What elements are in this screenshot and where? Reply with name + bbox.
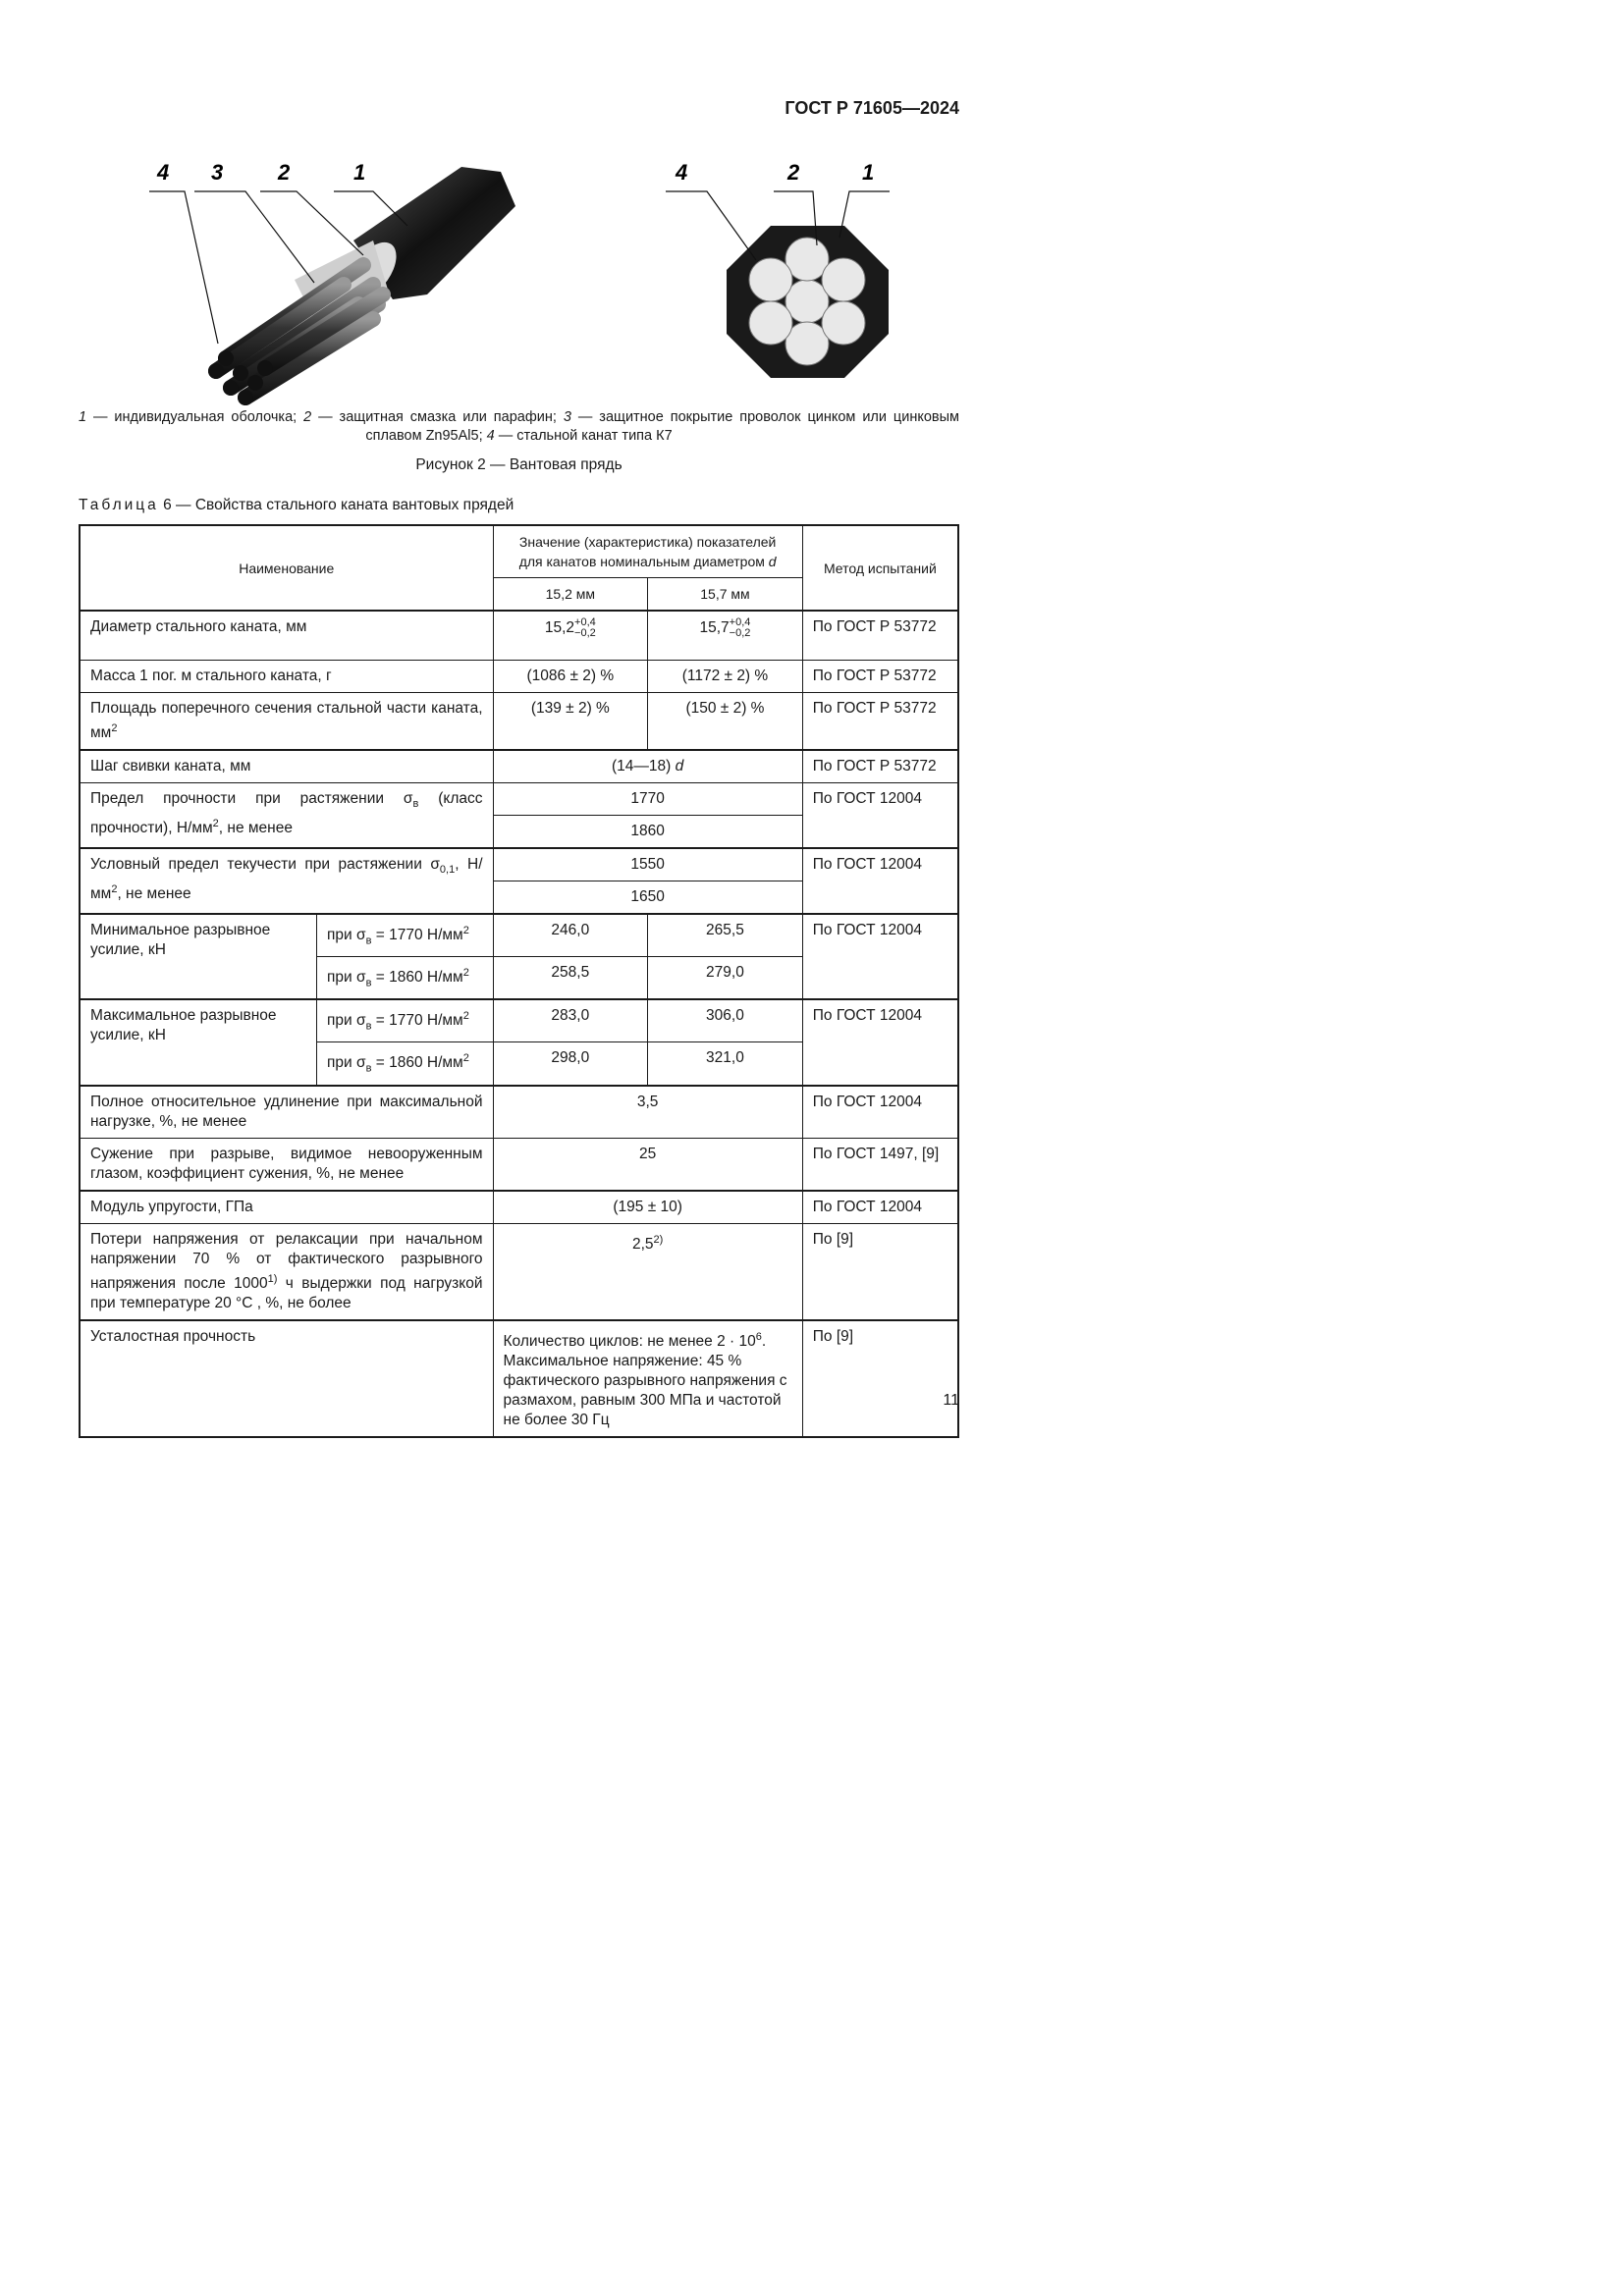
cond-sup: 2 [462,924,469,936]
table-row [80,692,958,750]
row-value: 279,0 [648,956,803,999]
left-label-4: 4 [157,160,170,185]
cond-sup: 2 [462,1052,469,1065]
value-text: 2,5 [631,1235,654,1253]
head-method: Метод испытаний [802,525,958,611]
strand-figure [79,147,959,407]
properties-table [79,524,959,1438]
row-value: 1650 [493,881,802,914]
table-label: Таблица [79,497,159,513]
left-label-3: 3 [211,160,224,185]
footnote-ref: 2) [653,1233,664,1246]
row-method: По [9] [802,1320,958,1437]
cond-part: при σ [327,969,366,987]
row-condition [317,956,493,999]
cond-sup: 2 [462,1010,469,1023]
head-values-d: d [768,554,777,569]
name-sup: 2 [212,817,219,829]
head-values-line2: для канатов номинальным диаметром [518,554,769,569]
name-sub: в [412,797,419,810]
row-value: (1086 ± 2) % [493,660,648,692]
row-name [80,848,493,914]
name-part: ч выдержки под нагрузкой при температуре 20 °С , %, не более [90,1274,483,1311]
table-title [79,497,959,514]
legend-num-1: 1 [79,409,87,425]
row-name: Минимальное разрывное усилие, кН [80,914,317,1000]
row-condition [317,1042,493,1086]
table-row [80,1138,958,1191]
row-name: Шаг свивки каната, мм [80,750,493,783]
value-sup: 6 [755,1330,762,1343]
table-row [80,999,958,1042]
head-d2: 15,7 мм [648,578,803,612]
right-label-4: 4 [676,160,688,185]
table-row [80,750,958,783]
row-value: (195 ± 10) [493,1191,802,1224]
row-value [493,1320,802,1437]
cond-sub: в [365,977,372,989]
row-value: 258,5 [493,956,648,999]
row-method: По ГОСТ Р 53772 [802,692,958,750]
row-value: 265,5 [648,914,803,957]
document-id: ГОСТ Р 71605—2024 [785,98,959,118]
right-label-1: 1 [862,160,875,185]
value-text: (14—18) [612,757,676,774]
table-row [80,1320,958,1437]
row-name: Максимальное разрывное усилие, кН [80,999,317,1086]
row-name: Полное относительное удлинение при максимальной нагрузке, %, не менее [80,1086,493,1139]
name-part: (класс прочности), Н/мм [90,789,483,836]
cond-sub: в [365,1062,372,1075]
row-name [80,692,493,750]
value-base: 15,2 [544,619,575,637]
row-condition [317,914,493,957]
figure-title: Рисунок 2 — Вантовая прядь [415,456,623,473]
cond-part: при σ [327,926,366,943]
strand-cross-section-drawing [666,191,890,378]
table-row [80,782,958,815]
right-label-2: 2 [787,160,800,185]
row-value: 306,0 [648,999,803,1042]
tolerance-lower: −0,2 [729,627,751,639]
row-value: 25 [493,1138,802,1191]
row-value: 3,5 [493,1086,802,1139]
legend-text-3: — защитное покрытие проволок цинком или цинковым сплавом Zn95Al5; [365,409,959,444]
row-value: 1770 [493,782,802,815]
row-name: Сужение при разрыве, видимое невооруженным глазом, коэффициент сужения, %, не менее [80,1138,493,1191]
left-label-2: 2 [278,160,291,185]
value-part: Количество циклов: не менее 2 · 10 [503,1332,756,1350]
row-method: По [9] [802,1223,958,1320]
table-row [80,1086,958,1139]
legend-text-2: — защитная смазка или парафин; [311,409,564,425]
tolerance-upper: +0,4 [574,616,596,628]
name-part: Потери напряжения от релаксации при начальном напряжении 70 % от фактического разрывного напряжения после 1000 [90,1230,483,1292]
tolerance [730,617,751,639]
tolerance-lower: −0,2 [574,627,596,639]
name-part: , не менее [117,884,191,902]
row-name-text: Площадь поперечного сечения стальной части каната, мм [90,699,483,741]
row-value: 283,0 [493,999,648,1042]
row-name: Модуль упругости, ГПа [80,1191,493,1224]
head-values-line1: Значение (характеристика) показателей [518,534,777,550]
cond-part: при σ [327,1054,366,1072]
name-part: Предел прочности при растяжении σ [90,789,413,807]
cond-part: = 1860 Н/мм [371,1054,463,1072]
row-value: 1860 [493,815,802,848]
legend-num-2: 2 [303,409,312,425]
table-row [80,660,958,692]
row-method: По ГОСТ Р 53772 [802,660,958,692]
table-row [80,914,958,957]
table-row [80,611,958,660]
cond-part: = 1770 Н/мм [371,1012,463,1030]
page-number: 11 [943,1392,959,1409]
cond-sub: в [365,934,372,946]
row-method: По ГОСТ 12004 [802,1191,958,1224]
row-condition [317,999,493,1042]
name-sub: 0,1 [439,863,456,876]
cond-sub: в [365,1020,372,1033]
row-value: 1550 [493,848,802,881]
row-value: 246,0 [493,914,648,957]
name-part: , Н/мм [90,855,483,902]
row-name: Масса 1 пог. м стального каната, г [80,660,493,692]
row-value: 298,0 [493,1042,648,1086]
head-d1: 15,2 мм [493,578,648,612]
row-name [80,782,493,848]
row-method: По ГОСТ 12004 [802,848,958,914]
tolerance-upper: +0,4 [729,616,751,628]
row-value [493,611,648,660]
row-value: (139 ± 2) % [493,692,648,750]
table-row [80,1191,958,1224]
table-caption: 6 — Свойства стального каната вантовых прядей [158,497,514,513]
row-method: По ГОСТ 12004 [802,999,958,1086]
tolerance [574,617,596,639]
row-value [648,611,803,660]
footnote-ref: 1) [267,1272,278,1285]
value-part: . Максимальное напряжение: 45 % фактического разрывного напряжения с размахом, равным 300 МПа и частотой не более 30 Гц [503,1332,787,1428]
legend-text-4: — стальной канат типа К7 [494,428,673,444]
head-name: Наименование [80,525,493,611]
cond-part: = 1860 Н/мм [371,969,463,987]
cond-part: = 1770 Н/мм [371,926,463,943]
row-name [80,1223,493,1320]
table-row [80,848,958,881]
name-part: , не менее [218,819,293,836]
row-method: По ГОСТ Р 53772 [802,750,958,783]
row-method: По ГОСТ 12004 [802,782,958,848]
name-part: Условный предел текучести при растяжении σ [90,855,440,873]
row-name-sup: 2 [111,721,118,734]
left-label-1: 1 [353,160,366,185]
row-value [493,1223,802,1320]
row-method: По ГОСТ 1497, [9] [802,1138,958,1191]
head-values [493,525,802,578]
row-value: 321,0 [648,1042,803,1086]
row-method: По ГОСТ Р 53772 [802,611,958,660]
strand-perspective-drawing [149,167,515,405]
row-value: (150 ± 2) % [648,692,803,750]
legend-num-4: 4 [486,428,495,444]
row-name: Диаметр стального каната, мм [80,611,493,660]
value-base: 15,7 [699,619,730,637]
value-d: d [675,757,684,774]
row-method: По ГОСТ 12004 [802,1086,958,1139]
row-method: По ГОСТ 12004 [802,914,958,1000]
table-row [80,1223,958,1320]
row-name: Усталостная прочность [80,1320,493,1437]
legend-text-1: — индивидуальная оболочка; [86,409,304,425]
cond-part: при σ [327,1012,366,1030]
name-sup: 2 [111,882,118,895]
legend-num-3: 3 [563,409,571,425]
cond-sup: 2 [462,966,469,979]
row-value [493,750,802,783]
figure-legend [79,408,959,446]
row-value: (1172 ± 2) % [648,660,803,692]
